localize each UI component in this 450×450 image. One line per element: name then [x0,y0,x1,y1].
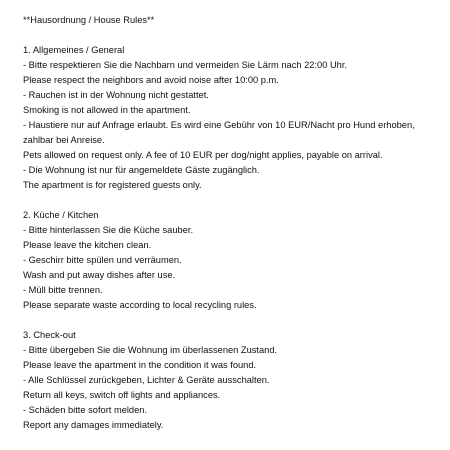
rule-line: Smoking is not allowed in the apartment. [23,105,191,115]
rule-line: Please respect the neighbors and avoid noise after 10:00 p.m. [23,75,279,85]
rule-line: - Bitte respektieren Sie die Nachbarn und vermeiden Sie Lärm nach 22:00 Uhr. [23,60,348,70]
rule-line: Return all keys, switch off lights and appliances. [23,390,221,400]
rule-line: Please leave the apartment in the condition it was found. [23,360,257,370]
rule-line: - Rauchen ist in der Wohnung nicht gestattet. [23,90,209,100]
rule-line: Pets allowed on request only. A fee of 10 EUR per dog/night applies, payable on arrival. [23,150,383,160]
rule-line: Please separate waste according to local recycling rules. [23,300,257,310]
rule-line: - Haustiere nur auf Anfrage erlaubt. Es wird eine Gebühr von 10 EUR/Nacht pro Hund erhoben, zahlbar bei Anreise. [23,120,418,145]
rule-line: - Schäden bitte sofort melden. [23,405,148,415]
rule-line: - Bitte hinterlassen Sie die Küche sauber. [23,225,194,235]
section-heading: 1. Allgemeines / General [23,45,125,55]
rule-line: - Müll bitte trennen. [23,285,103,295]
section-heading: 2. Küche / Kitchen [23,210,99,220]
rule-line: - Bitte übergeben Sie die Wohnung im überlassenen Zustand. [23,345,278,355]
rule-line: - Alle Schlüssel zurückgeben, Lichter & Geräte ausschalten. [23,375,270,385]
rule-line: - Die Wohnung ist nur für angemeldete Gäste zugänglich. [23,165,260,175]
section-general [23,43,450,193]
rule-line: Wash and put away dishes after use. [23,270,176,280]
section-heading: 3. Check-out [23,330,76,340]
rule-line: The apartment is for registered guests only. [23,180,202,190]
rule-line: Report any damages immediately. [23,420,164,430]
rule-line: Please leave the kitchen clean. [23,240,152,250]
section-checkout [23,328,450,433]
section-kitchen [23,208,450,313]
rule-line: - Geschirr bitte spülen und verräumen. [23,255,182,265]
document-title: **Hausordnung / House Rules** [23,15,155,25]
